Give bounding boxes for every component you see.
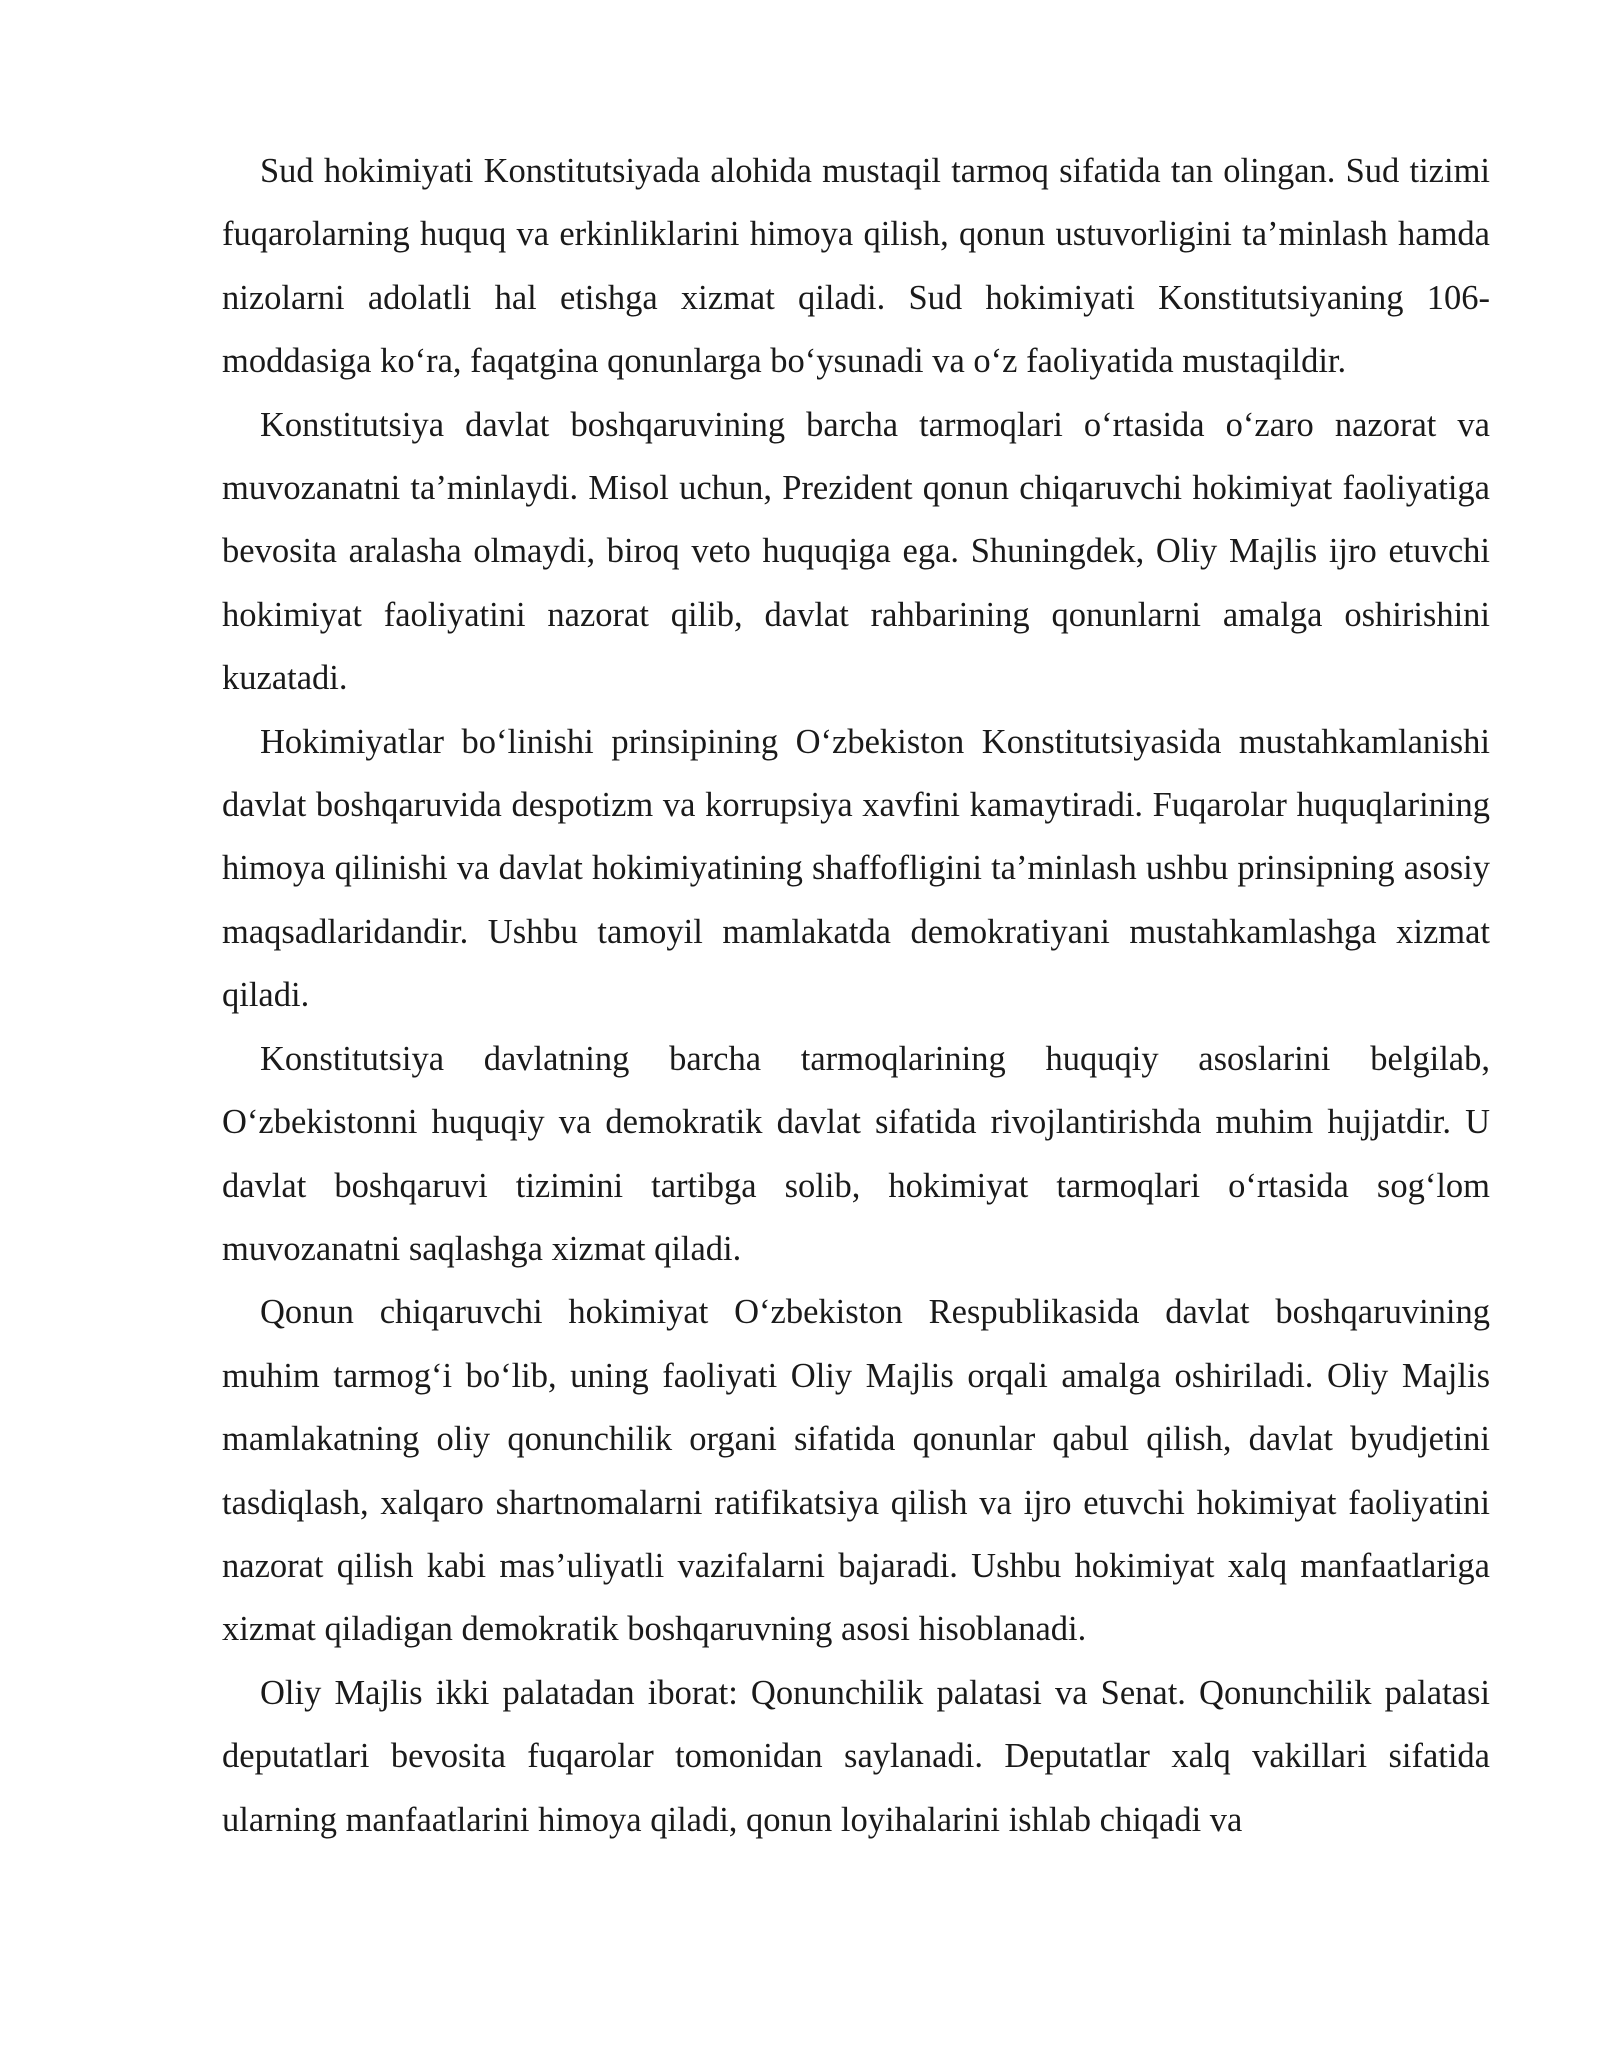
- paragraph-2: Konstitutsiya davlat boshqaruvining barcha tarmoqlari o‘rtasida o‘zaro nazorat va muvozanatni ta’minlaydi. Misol uchun, Prezident qonun chiqaruvchi hokimiyat faoliyatiga bevosita aralasha olmaydi, biroq veto huquqiga ega. Shuningdek, Oliy Majlis ijro etuvchi hokimiyat faoliyatini nazorat qilib, davlat rahbarining qonunlarni amalga oshirishini kuzatadi.: [222, 405, 1490, 698]
- body-text: [222, 140, 1490, 1852]
- paragraph-5: Qonun chiqaruvchi hokimiyat O‘zbekiston Respublikasida davlat boshqaruvining muhim tarmog‘i bo‘lib, uning faoliyati Oliy Majlis orqali amalga oshiriladi. Oliy Majlis mamlakatning oliy qonunchilik organi sifatida qonunlar qabul qilish, davlat byudjetini tasdiqlash, xalqaro shartnomalarni ratifikatsiya qilish va ijro etuvchi hokimiyat faoliyatini nazorat qilish kabi mas’uliyatli vazifalarni bajaradi. Ushbu hokimiyat xalq manfaatlariga xizmat qiladigan demokratik boshqaruvning asosi hisoblanadi.: [222, 1293, 1490, 1649]
- paragraph-1: Sud hokimiyati Konstitutsiyada alohida mustaqil tarmoq sifatida tan olingan. Sud tizimi fuqarolarning huquq va erkinliklarini himoya qilish, qonun ustuvorligini ta’minlash hamda nizolarni adolatli hal etishga xizmat qiladi. Sud hokimiyati Konstitutsiyaning 106-moddasiga ko‘ra, faqatgina qonunlarga bo‘ysunadi va o‘z faoliyatida mustaqildir.: [222, 152, 1490, 381]
- paragraph-3: Hokimiyatlar bo‘linishi prinsipining O‘zbekiston Konstitutsiyasida mustahkamlanishi davlat boshqaruvida despotizm va korrupsiya xavfini kamaytiradi. Fuqarolar huquqlarining himoya qilinishi va davlat hokimiyatining shaffofligini ta’minlash ushbu prinsipning asosiy maqsadlaridandir. Ushbu tamoyil mamlakatda demokratiyani mustahkamlashga xizmat qiladi.: [222, 722, 1490, 1015]
- paragraph-6: Oliy Majlis ikki palatadan iborat: Qonunchilik palatasi va Senat. Qonunchilik palatasi deputatlari bevosita fuqarolar tomonidan saylanadi. Deputatlar xalq vakillari sifatida ularning manfaatlarini himoya qiladi, qonun loyihalarini ishlab chiqadi va: [222, 1673, 1490, 1839]
- paragraph-4: Konstitutsiya davlatning barcha tarmoqlarining huquqiy asoslarini belgilab, O‘zbekistonni huquqiy va demokratik davlat sifatida rivojlantirishda muhim hujjatdir. U davlat boshqaruvi tizimini tartibga solib, hokimiyat tarmoqlari o‘rtasida sog‘lom muvozanatni saqlashga xizmat qiladi.: [222, 1039, 1490, 1268]
